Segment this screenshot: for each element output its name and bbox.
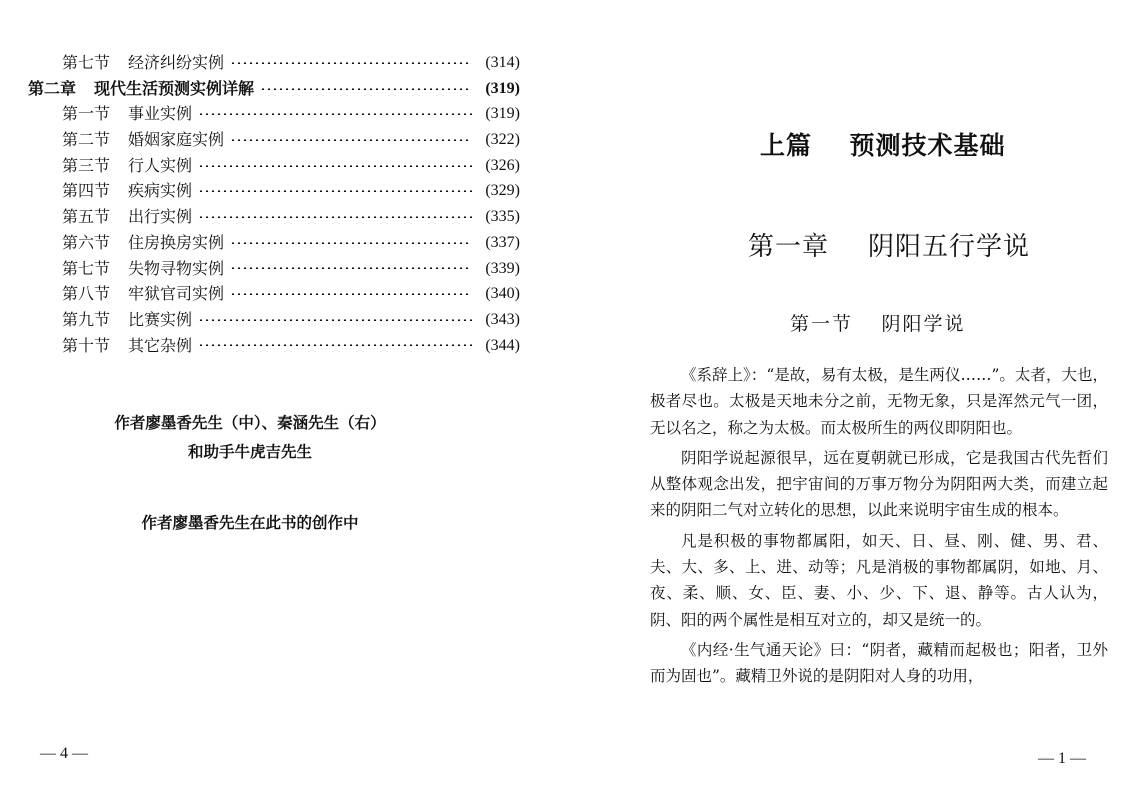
- photo-caption-1: [0, 409, 500, 467]
- part-label: 上篇: [760, 131, 813, 160]
- toc-leader-dots: [198, 319, 472, 321]
- toc-entry-label: [62, 101, 192, 127]
- toc-entry-title: 牢狱官司实例: [128, 284, 225, 304]
- chapter-name: 阴阳五行学说: [868, 232, 1031, 262]
- table-of-contents: [0, 50, 520, 358]
- toc-entry-page: (326): [485, 156, 520, 174]
- section-name: 阴阳学说: [881, 313, 966, 335]
- toc-section-row: [0, 101, 520, 127]
- toc-entry-number: 第七节: [62, 258, 111, 278]
- toc-leader-dots: [230, 242, 472, 244]
- paragraph: 《内经·生气通天论》曰：“阴者，藏精而起极也；阳者，卫外而为固也”。藏精卫外说的是阴阳对人身的功用，: [650, 640, 1108, 686]
- page-number-left: — 4 —: [40, 745, 88, 762]
- toc-section-row: [0, 204, 520, 230]
- body-text: [650, 362, 1108, 694]
- toc-section-row: [0, 307, 520, 333]
- photo-caption-2: 作者廖墨香先生在此书的创作中: [141, 514, 359, 532]
- toc-entry-title: 经济纠纷实例: [128, 53, 225, 72]
- toc-entry-number: 第八节: [62, 284, 111, 304]
- toc-section-row: [0, 256, 520, 282]
- toc-entry-label: [62, 333, 192, 359]
- toc-entry-page: (319): [485, 105, 520, 123]
- toc-leader-dots: [198, 113, 472, 115]
- caption-line: 和助手牛虎吉先生: [187, 443, 312, 461]
- toc-entry-label: [28, 76, 254, 102]
- toc-entry-title: 现代生活预测实例详解: [94, 78, 255, 98]
- toc-leader-dots: [230, 267, 472, 269]
- toc-entry-page: (319): [485, 79, 520, 97]
- toc-entry-page: (339): [485, 259, 520, 277]
- toc-entry-number: 第二章: [28, 78, 77, 98]
- toc-entry-page: (322): [485, 131, 520, 149]
- toc-entry-title: 失物寻物实例: [128, 258, 225, 278]
- toc-entry-number: 第二节: [62, 130, 111, 150]
- toc-section-row: [0, 178, 520, 204]
- toc-entry-number: 第一节: [62, 104, 111, 124]
- toc-entry-page: (314): [485, 54, 520, 71]
- part-name: 预测技术基础: [849, 131, 1006, 160]
- toc-chapter-row: [0, 76, 520, 102]
- toc-entry-number: 第四节: [62, 181, 111, 201]
- toc-leader-dots: [260, 88, 472, 90]
- toc-leader-dots: [230, 62, 472, 64]
- toc-entry-title: 比赛实例: [128, 309, 193, 329]
- toc-entry-number: 第六节: [62, 232, 111, 252]
- left-page: [0, 0, 540, 809]
- part-title: [760, 126, 1006, 162]
- section-title: [790, 309, 966, 336]
- paragraph: 《系辞上》：“是故，易有太极，是生两仪……”。太者，大也，极者尽也。太极是天地未分之前，无物无象，只是浑然元气一团，无以名之，称之为太极。而太极所生的两仪即阴阳也。: [650, 366, 1108, 437]
- paragraph: 凡是积极的事物都属阳，如天、日、昼、刚、健、男、君、夫、大、多、上、进、动等；凡是消极的事物都属阴，如地、月、夜、柔、顺、女、臣、妻、小、少、下、退、静等。古人认为，阴、阳的两个属性是相互对立的，却又是统一的。: [650, 531, 1108, 629]
- toc-entry-page: (340): [485, 285, 520, 303]
- toc-entry-label: [62, 204, 192, 230]
- toc-entry-label: [62, 307, 192, 333]
- chapter-title: [748, 226, 1030, 263]
- toc-entry-title: 婚姻家庭实例: [128, 130, 225, 150]
- toc-section-row: [0, 127, 520, 153]
- toc-section-row: [0, 333, 520, 359]
- toc-entry-page: (344): [485, 336, 520, 354]
- toc-entry-label: [62, 127, 224, 153]
- toc-section-row: [0, 153, 520, 179]
- toc-entry-page: (337): [485, 233, 520, 251]
- paragraph: 阴阳学说起源很早，远在夏朝就已形成，它是我国古代先哲们从整体观念出发，把宇宙间的万事万物分为阴阳两大类，而建立起来的阴阳二气对立转化的思想，以此来说明宇宙生成的根本。: [650, 448, 1108, 520]
- toc-leader-dots: [198, 165, 472, 167]
- toc-entry-label: [62, 153, 192, 179]
- toc-entry-label: [62, 256, 224, 282]
- toc-entry-number: 第十节: [62, 335, 111, 355]
- section-number: 第一节: [790, 313, 854, 335]
- toc-entry-title: 疾病实例: [128, 181, 193, 201]
- toc-leader-dots: [198, 344, 472, 346]
- toc-entry-label: [62, 281, 224, 307]
- toc-leader-dots: [230, 139, 472, 141]
- caption-line: 作者廖墨香先生（中）、秦涵先生（右）: [114, 414, 386, 432]
- toc-entry-number: 第五节: [62, 207, 111, 227]
- toc-entry-number: 第三节: [62, 155, 111, 175]
- toc-section-row: [0, 50, 520, 76]
- toc-entry-label: [62, 230, 224, 256]
- toc-entry-page: (329): [485, 182, 520, 200]
- toc-section-row: [0, 281, 520, 307]
- toc-leader-dots: [230, 293, 472, 295]
- toc-entry-label: [62, 50, 224, 76]
- right-page: [600, 0, 1148, 809]
- toc-entry-page: (335): [485, 208, 520, 226]
- chapter-number: 第一章: [748, 232, 830, 262]
- toc-leader-dots: [198, 216, 472, 218]
- toc-entry-number: 第七节: [62, 53, 111, 72]
- page-number-right: — 1 —: [1038, 750, 1086, 767]
- toc-leader-dots: [198, 190, 472, 192]
- toc-entry-number: 第九节: [62, 309, 111, 329]
- toc-entry-label: [62, 178, 192, 204]
- toc-entry-title: 行人实例: [128, 155, 193, 175]
- toc-section-row: [0, 230, 520, 256]
- toc-entry-title: 其它杂例: [128, 335, 193, 355]
- toc-entry-title: 住房换房实例: [128, 232, 225, 252]
- toc-entry-title: 事业实例: [128, 104, 193, 124]
- toc-entry-page: (343): [485, 310, 520, 328]
- toc-entry-title: 出行实例: [128, 207, 193, 227]
